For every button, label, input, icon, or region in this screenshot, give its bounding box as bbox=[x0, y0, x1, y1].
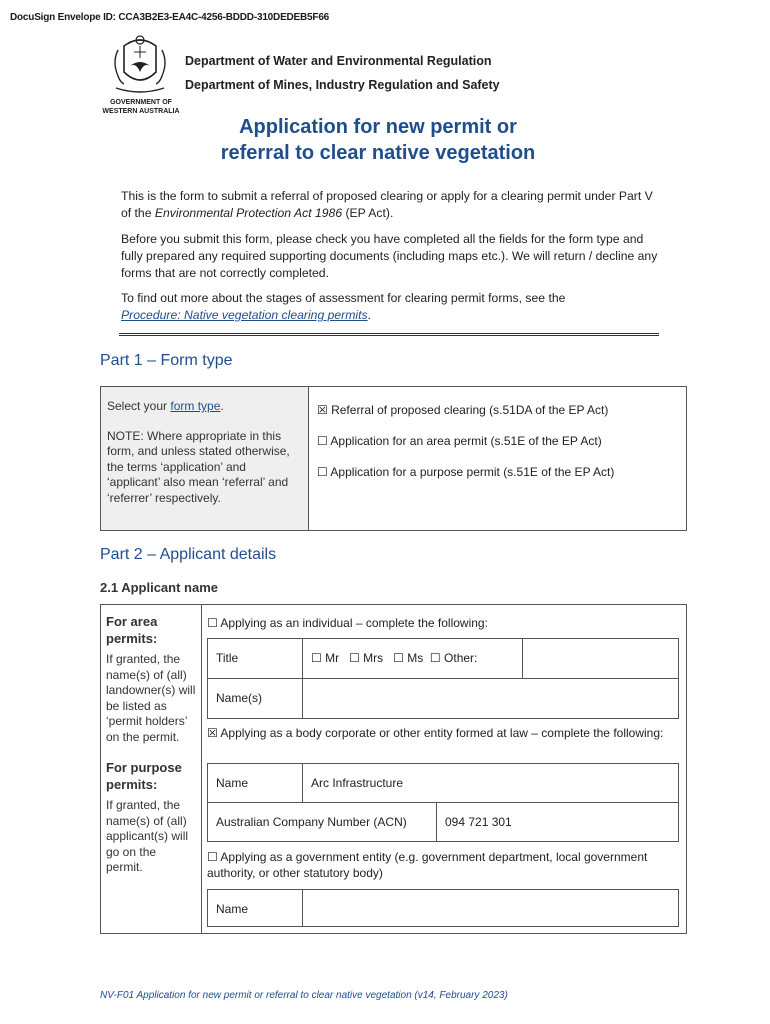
acn-row bbox=[207, 802, 679, 842]
option-referral-checkbox[interactable]: ☒ Referral of proposed clearing (s.51DA of the EP Act) bbox=[317, 403, 609, 417]
applicant-details-table bbox=[100, 604, 687, 934]
names-label: Name(s) bbox=[216, 691, 263, 705]
intro-paragraph-1 bbox=[121, 188, 661, 222]
title-row bbox=[207, 638, 679, 679]
section-divider bbox=[119, 333, 659, 337]
form-title bbox=[140, 114, 616, 166]
title-label: Title bbox=[216, 651, 239, 665]
intro-p1-text: This is the form to submit a referral of proposed clearing or apply for a clearing permit under Part V of the bbox=[121, 189, 653, 220]
form-type-instructions bbox=[101, 387, 309, 530]
acn-label: Australian Company Number (ACN) bbox=[216, 815, 407, 829]
department-water: Department of Water and Environmental Regulation bbox=[185, 54, 492, 68]
title-options-checkboxes[interactable]: ☐ Mr ☐ Mrs ☐ Ms ☐ Other: bbox=[302, 639, 522, 678]
docusign-envelope-id: DocuSign Envelope ID: CCA3B2E3-EA4C-4256-BDDD-310DEDEB5F66 bbox=[10, 12, 330, 23]
gov-line-2: WESTERN AUSTRALIA bbox=[102, 108, 180, 115]
department-mines: Department of Mines, Industry Regulation and Safety bbox=[185, 78, 500, 92]
select-form-type-text bbox=[107, 399, 302, 415]
purpose-permits-title: For purpose permits: bbox=[106, 760, 182, 792]
title-other-input[interactable] bbox=[522, 639, 679, 678]
form-type-note: NOTE: Where appropriate in this form, and unless stated otherwise, the terms ‘application’ and ‘applicant’ also mean ‘referral’ and ‘referrer’ respectively. bbox=[107, 428, 290, 505]
option-area-permit-checkbox[interactable]: ☐ Application for an area permit (s.51E of the EP Act) bbox=[317, 434, 602, 448]
ep-act-title: Environmental Protection Act 1986 bbox=[154, 206, 343, 220]
title-line-1: Application for new permit or bbox=[239, 116, 517, 138]
intro-paragraph-2: Before you submit this form, please check you have completed all the fields for the form type and fully prepared any required supporting documents (including maps etc.). We will return / decline any forms that are not correctly completed. bbox=[121, 232, 658, 280]
applicant-name-subheading: 2.1 Applicant name bbox=[100, 580, 218, 595]
procedure-link[interactable]: Procedure: Native vegetation clearing permits bbox=[121, 308, 368, 322]
form-type-link[interactable]: form type bbox=[170, 399, 221, 413]
name-label: Name bbox=[216, 776, 249, 790]
intro-p3-text: To find out more about the stages of assessment for clearing permit forms, see the bbox=[121, 291, 566, 305]
gov-name-input[interactable] bbox=[302, 890, 679, 926]
applicant-guidance bbox=[101, 605, 202, 933]
names-input[interactable] bbox=[302, 679, 679, 718]
intro-p1-end: (EP Act). bbox=[342, 206, 394, 220]
part1-heading: Part 1 – Form type bbox=[100, 352, 233, 369]
individual-checkbox[interactable]: ☐ Applying as an individual – complete the following: bbox=[207, 616, 488, 630]
form-type-options bbox=[317, 403, 614, 496]
acn-field[interactable]: 094 721 301 bbox=[436, 803, 679, 841]
names-row bbox=[207, 678, 679, 719]
select-suffix: . bbox=[220, 399, 224, 413]
footer-form-reference: NV-F01 Application for new permit or referral to clear native vegetation (v14, February 2023) bbox=[100, 990, 508, 1001]
title-line-2: referral to clear native vegetation bbox=[220, 142, 536, 164]
purpose-permits-text: If granted, the name(s) of (all) applicant(s) will go on the permit. bbox=[106, 798, 189, 874]
part2-heading: Part 2 – Applicant details bbox=[100, 546, 277, 563]
company-name-field[interactable]: Arc Infrastructure bbox=[302, 764, 679, 802]
form-type-table bbox=[100, 386, 687, 531]
intro-paragraph-3 bbox=[121, 290, 661, 324]
government-entity-checkbox[interactable]: ☐ Applying as a government entity (e.g. government department, local government authority, or other statutory body) bbox=[207, 850, 648, 880]
area-permits-title: For area permits: bbox=[106, 614, 158, 646]
intro-p3-end: . bbox=[367, 308, 371, 322]
gov-line-1: GOVERNMENT OF bbox=[110, 99, 172, 106]
name-row bbox=[207, 763, 679, 803]
area-permits-text: If granted, the name(s) of (all) landowner(s) will be listed as ‘permit holders’ on the permit. bbox=[106, 652, 196, 744]
select-prefix: Select your bbox=[107, 399, 171, 413]
coat-of-arms-icon bbox=[104, 32, 176, 100]
option-purpose-permit-checkbox[interactable]: ☐ Application for a purpose permit (s.51E of the EP Act) bbox=[317, 465, 615, 479]
gov-name-label: Name bbox=[216, 902, 249, 916]
body-corporate-checkbox[interactable]: ☒ Applying as a body corporate or other entity formed at law – complete the following: bbox=[207, 726, 664, 740]
gov-name-row bbox=[207, 889, 679, 927]
